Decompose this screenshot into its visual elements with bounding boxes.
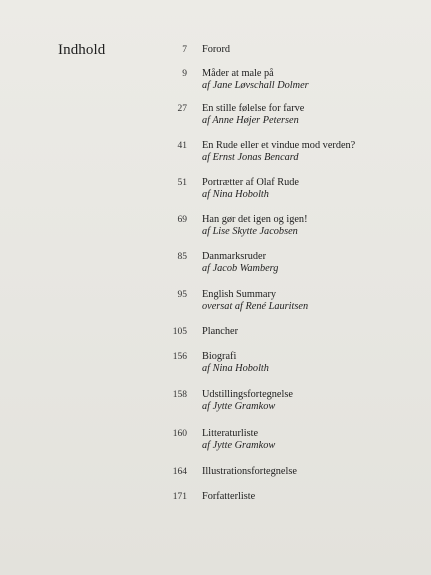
toc-page-number: 69 <box>177 215 187 225</box>
toc-entry <box>0 140 431 163</box>
toc-entry-title: Forfatterliste <box>202 491 256 502</box>
toc-page-number: 7 <box>182 45 187 55</box>
toc-entry-title: Han gør det igen og igen! <box>202 214 308 225</box>
toc-entry <box>0 177 431 200</box>
toc-page-number: 171 <box>172 492 187 502</box>
toc-entry-author: af Ernst Jonas Bencard <box>202 152 299 163</box>
toc-page-number: 51 <box>177 178 187 188</box>
toc-entry-author: af Jacob Wamberg <box>202 263 279 274</box>
toc-entry-author: oversat af René Lauritsen <box>202 301 309 312</box>
toc-page-number: 27 <box>177 104 187 114</box>
toc-entry-title: Illustrationsfortegnelse <box>202 466 297 477</box>
toc-entry <box>0 214 431 237</box>
toc-page-number: 164 <box>172 467 187 477</box>
toc-entry <box>0 428 431 451</box>
toc-entry-title: En stille følelse for farve <box>202 103 305 114</box>
toc-page-number: 156 <box>172 352 187 362</box>
toc-entry-title: Forord <box>202 44 231 55</box>
toc-entry-title: Danmarksruder <box>202 251 267 262</box>
toc-entry <box>0 289 431 312</box>
toc-page-number: 85 <box>177 252 187 262</box>
toc-entry-title: Litteraturliste <box>202 428 259 439</box>
toc-entry-title: English Summary <box>202 289 277 300</box>
toc-entry-author: af Jytte Gramkow <box>202 440 276 451</box>
toc-entry-title: Biografi <box>202 351 237 362</box>
toc-entry-author: af Anne Højer Petersen <box>202 115 299 126</box>
toc-entry <box>0 491 431 504</box>
toc-entry-author: af Lise Skytte Jacobsen <box>202 226 298 237</box>
toc-entry <box>0 68 431 91</box>
toc-page-number: 41 <box>177 141 187 151</box>
page-title: Indhold <box>58 42 106 58</box>
toc-entry-title: Udstillingsfortegnelse <box>202 389 293 400</box>
toc-entry-title: Plancher <box>202 326 239 337</box>
toc-entry <box>0 351 431 374</box>
toc-page-number: 160 <box>172 429 187 439</box>
toc-page-number: 95 <box>177 290 187 300</box>
toc-page-number: 158 <box>172 390 187 400</box>
toc-page-number: 105 <box>172 327 187 337</box>
toc-entry-title: Portrætter af Olaf Rude <box>202 177 299 188</box>
toc-entry-author: af Nina Hobolth <box>202 363 269 374</box>
toc-entry <box>0 466 431 479</box>
toc-entry <box>0 103 431 126</box>
toc-entry <box>0 326 431 339</box>
toc-entry-author: af Jane Løvschall Dolmer <box>202 80 309 91</box>
toc-entry <box>0 44 431 57</box>
toc-entry-author: af Jytte Gramkow <box>202 401 276 412</box>
toc-entry <box>0 389 431 412</box>
toc-entry-title: Måder at male på <box>202 68 274 79</box>
toc-entry <box>0 251 431 274</box>
toc-entry-author: af Nina Hobolth <box>202 189 269 200</box>
toc-page-number: 9 <box>182 69 187 79</box>
toc-entry-title: En Rude eller et vindue mod verden? <box>202 140 356 151</box>
